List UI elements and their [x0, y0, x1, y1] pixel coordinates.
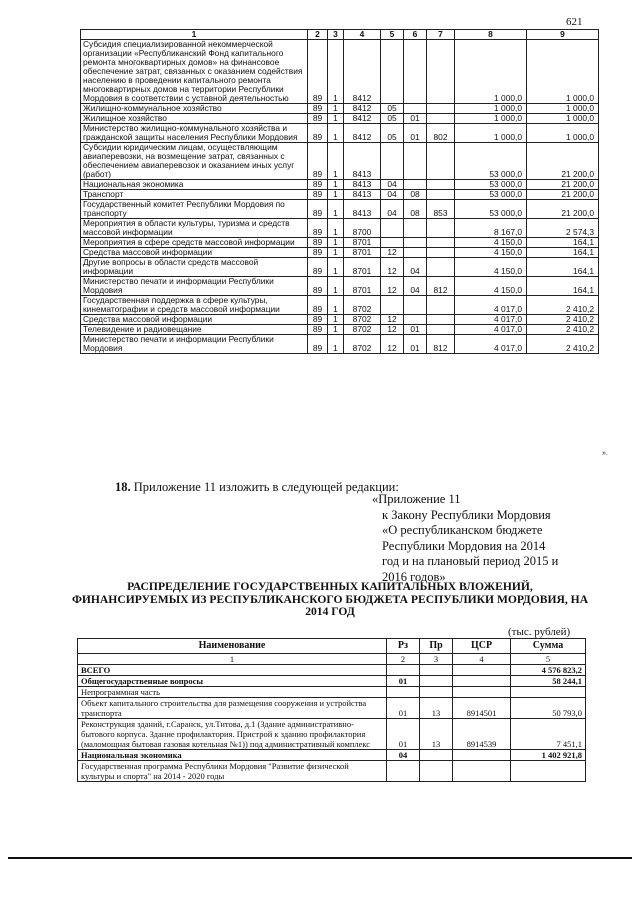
code-cell: 8702: [344, 296, 381, 315]
code-cell: 802: [427, 124, 455, 143]
sum-cell: [511, 761, 586, 782]
code-cell: [404, 104, 427, 114]
table-header-row: [81, 30, 599, 40]
table-row: [81, 219, 599, 238]
row-name: Средства массовой информации: [81, 315, 308, 325]
amount-cell: 21 200,0: [527, 190, 599, 200]
units-label: (тыс. рублей): [508, 626, 571, 638]
table-capital-investments: [77, 638, 586, 782]
code-cell: 8702: [344, 335, 381, 354]
amount-cell: 4 017,0: [455, 296, 527, 315]
code-cell: 89: [308, 277, 328, 296]
table-row: [81, 277, 599, 296]
column-number: 5: [381, 30, 404, 40]
code-cell: 01: [404, 335, 427, 354]
amount-cell: 1 000,0: [455, 40, 527, 104]
csr-cell: [453, 676, 511, 687]
row-name: Министерство печати и информации Республики Мордовия: [81, 277, 308, 296]
rz-cell: [387, 665, 420, 676]
amount-cell: 53 000,0: [455, 143, 527, 180]
code-cell: 89: [308, 143, 328, 180]
sum-cell: 4 576 823,2: [511, 665, 586, 676]
amount-cell: 4 150,0: [455, 277, 527, 296]
amount-cell: 164,1: [527, 248, 599, 258]
appendix-line: 2016 годов»: [382, 569, 446, 584]
code-cell: 1: [328, 200, 344, 219]
code-cell: 1: [328, 114, 344, 124]
table-row: [78, 676, 586, 687]
code-cell: 1: [328, 124, 344, 143]
row-name: Национальная экономика: [78, 750, 387, 761]
code-cell: 812: [427, 335, 455, 354]
amount-cell: 1 000,0: [527, 114, 599, 124]
column-number: 5: [511, 654, 586, 665]
table-row: [81, 104, 599, 114]
code-cell: 89: [308, 190, 328, 200]
code-cell: [381, 143, 404, 180]
column-header: Сумма: [511, 639, 586, 654]
table-row: [81, 238, 599, 248]
table-row: [81, 190, 599, 200]
csr-cell: 8914539: [453, 719, 511, 750]
sum-cell: 1 402 921,8: [511, 750, 586, 761]
rz-cell: [387, 687, 420, 698]
code-cell: [381, 219, 404, 238]
pr-cell: [420, 676, 453, 687]
code-cell: 1: [328, 143, 344, 180]
code-cell: 89: [308, 104, 328, 114]
code-cell: [381, 238, 404, 248]
code-cell: 8701: [344, 248, 381, 258]
table-row: [81, 248, 599, 258]
code-cell: 05: [381, 114, 404, 124]
amount-cell: 4 150,0: [455, 258, 527, 277]
sum-cell: 58 244,1: [511, 676, 586, 687]
code-cell: [404, 143, 427, 180]
row-name: Национальная экономика: [81, 180, 308, 190]
code-cell: 1: [328, 238, 344, 248]
code-cell: [404, 315, 427, 325]
code-cell: 1: [328, 296, 344, 315]
code-cell: 89: [308, 114, 328, 124]
amount-cell: 4 017,0: [455, 335, 527, 354]
table-row: [81, 180, 599, 190]
code-cell: 89: [308, 315, 328, 325]
column-number: 3: [328, 30, 344, 40]
appendix-line: «О республиканском бюджете: [382, 523, 543, 537]
code-cell: 1: [328, 248, 344, 258]
code-cell: [427, 143, 455, 180]
code-cell: [404, 40, 427, 104]
code-cell: 04: [404, 258, 427, 277]
row-name: Государственная программа Республики Мордовия "Развитие физической культуры и спорта" на 2014 - 2020 годы: [78, 761, 387, 782]
column-number-row: [78, 654, 586, 665]
code-cell: 89: [308, 325, 328, 335]
code-cell: 8413: [344, 143, 381, 180]
amount-cell: 4 017,0: [455, 325, 527, 335]
table-row: [81, 258, 599, 277]
column-header: Рз: [387, 639, 420, 654]
code-cell: 89: [308, 124, 328, 143]
closing-quote-mark: ».: [602, 450, 608, 457]
code-cell: 8412: [344, 104, 381, 114]
row-name: Субсидии юридическим лицам, осуществляющим авиаперевозки, на возмещение затрат, связанных с обеспечением авиаперевозок и оказанием иных услуг (работ): [81, 143, 308, 180]
page-bottom-rule: [8, 857, 632, 859]
table-row: [81, 296, 599, 315]
code-cell: 8412: [344, 124, 381, 143]
amount-cell: 1 000,0: [455, 114, 527, 124]
column-number: 8: [455, 30, 527, 40]
document-title: РАСПРЕДЕЛЕНИЕ ГОСУДАРСТВЕННЫХ КАПИТАЛЬНЫХ ВЛОЖЕНИЙ, ФИНАНСИРУЕМЫХ ИЗ РЕСПУБЛИКАНСКОГО БЮДЖЕТА РЕСПУБЛИКИ МОРДОВИЯ, НА 2014 ГОД: [71, 580, 589, 618]
section-text: Приложение 11 изложить в следующей редакции:: [133, 480, 399, 494]
code-cell: 1: [328, 104, 344, 114]
csr-cell: [453, 761, 511, 782]
code-cell: 8701: [344, 277, 381, 296]
column-number: 9: [527, 30, 599, 40]
code-cell: [404, 296, 427, 315]
code-cell: [381, 40, 404, 104]
appendix-line: «Приложение 11: [372, 492, 461, 506]
row-name: Реконструкция зданий, г.Саранск, ул.Титова, д.1 (Здание административно-бытового корпуса. Здание профилактория. Пристрой к зданию профилактория (маломощная бытовая газовая котельная №1)) под административный комплекс: [78, 719, 387, 750]
amount-cell: 2 574,3: [527, 219, 599, 238]
table-row: [78, 750, 586, 761]
code-cell: 1: [328, 277, 344, 296]
code-cell: 1: [328, 180, 344, 190]
amount-cell: 4 150,0: [455, 248, 527, 258]
amount-cell: 2 410,2: [527, 315, 599, 325]
rz-cell: 01: [387, 676, 420, 687]
code-cell: 1: [328, 325, 344, 335]
code-cell: [427, 104, 455, 114]
csr-cell: [453, 665, 511, 676]
code-cell: 89: [308, 248, 328, 258]
code-cell: 89: [308, 335, 328, 354]
amount-cell: 21 200,0: [527, 180, 599, 190]
table-row: [78, 761, 586, 782]
row-name: Мероприятия в области культуры, туризма и средств массовой информации: [81, 219, 308, 238]
code-cell: 12: [381, 315, 404, 325]
code-cell: 12: [381, 325, 404, 335]
code-cell: 1: [328, 315, 344, 325]
code-cell: 1: [328, 190, 344, 200]
amount-cell: 53 000,0: [455, 190, 527, 200]
row-name: Министерство печати и информации Республики Мордовия: [81, 335, 308, 354]
amount-cell: 21 200,0: [527, 143, 599, 180]
code-cell: 12: [381, 248, 404, 258]
code-cell: 04: [381, 180, 404, 190]
code-cell: 1: [328, 258, 344, 277]
code-cell: [427, 180, 455, 190]
pr-cell: [420, 665, 453, 676]
code-cell: [427, 190, 455, 200]
code-cell: 1: [328, 219, 344, 238]
code-cell: 853: [427, 200, 455, 219]
csr-cell: 8914501: [453, 698, 511, 719]
code-cell: [427, 238, 455, 248]
section-18: [115, 480, 399, 495]
rz-cell: 04: [387, 750, 420, 761]
code-cell: 1: [328, 40, 344, 104]
amount-cell: 4 017,0: [455, 315, 527, 325]
code-cell: 08: [404, 200, 427, 219]
table-row: [81, 124, 599, 143]
column-header: ЦСР: [453, 639, 511, 654]
table-row: [81, 114, 599, 124]
code-cell: 8700: [344, 219, 381, 238]
code-cell: 12: [381, 277, 404, 296]
appendix-line: год и на плановый период 2015 и: [382, 554, 559, 568]
row-name: Объект капитального строительства для размещения сооружения и устройства транспорта: [78, 698, 387, 719]
section-number: 18.: [115, 480, 131, 494]
pr-cell: [420, 750, 453, 761]
code-cell: 89: [308, 180, 328, 190]
csr-cell: [453, 687, 511, 698]
code-cell: 05: [381, 124, 404, 143]
code-cell: 1: [328, 335, 344, 354]
code-cell: 01: [404, 124, 427, 143]
code-cell: 8413: [344, 180, 381, 190]
amount-cell: 21 200,0: [527, 200, 599, 219]
row-name: ВСЕГО: [78, 665, 387, 676]
code-cell: [427, 258, 455, 277]
code-cell: 04: [404, 277, 427, 296]
amount-cell: 53 000,0: [455, 200, 527, 219]
table-row: [81, 40, 599, 104]
amount-cell: 2 410,2: [527, 296, 599, 315]
code-cell: [427, 114, 455, 124]
code-cell: 04: [381, 190, 404, 200]
appendix-line: к Закону Республики Мордовия: [382, 507, 551, 522]
table-row: [81, 143, 599, 180]
code-cell: 89: [308, 219, 328, 238]
code-cell: 89: [308, 200, 328, 219]
column-number: 4: [453, 654, 511, 665]
amount-cell: 53 000,0: [455, 180, 527, 190]
amount-cell: 1 000,0: [527, 124, 599, 143]
page-number: 621: [566, 16, 583, 28]
sum-cell: 50 793,0: [511, 698, 586, 719]
appendix-line: Республики Мордовия на 2014: [382, 538, 546, 553]
column-number: 1: [81, 30, 308, 40]
code-cell: 89: [308, 258, 328, 277]
code-cell: 8412: [344, 40, 381, 104]
rz-cell: 01: [387, 698, 420, 719]
sum-cell: [511, 687, 586, 698]
code-cell: [404, 219, 427, 238]
code-cell: 812: [427, 277, 455, 296]
row-name: Жилищно-коммунальное хозяйство: [81, 104, 308, 114]
column-header: Наименование: [78, 639, 387, 654]
code-cell: 12: [381, 258, 404, 277]
code-cell: 89: [308, 40, 328, 104]
code-cell: [427, 248, 455, 258]
amount-cell: 2 410,2: [527, 335, 599, 354]
sum-cell: 7 451,1: [511, 719, 586, 750]
table-row: [78, 665, 586, 676]
amount-cell: 1 000,0: [455, 124, 527, 143]
code-cell: [381, 296, 404, 315]
amount-cell: 1 000,0: [455, 104, 527, 114]
column-number: 2: [387, 654, 420, 665]
code-cell: 8701: [344, 258, 381, 277]
pr-cell: 13: [420, 698, 453, 719]
code-cell: 8413: [344, 190, 381, 200]
code-cell: 01: [404, 325, 427, 335]
pr-cell: [420, 687, 453, 698]
column-number: 4: [344, 30, 381, 40]
column-number: 3: [420, 654, 453, 665]
code-cell: 8413: [344, 200, 381, 219]
code-cell: 8412: [344, 114, 381, 124]
code-cell: 8701: [344, 238, 381, 248]
code-cell: [427, 315, 455, 325]
table-row: [78, 719, 586, 750]
row-name: Субсидия специализированной некоммерческой организации «Республиканский Фонд капитального ремонта многоквартирных домов» на финансовое обеспечение затрат, связанных с оказанием содействия населению в проведении капитального ремонта многоквартирных домов на территории Республики Мордовия в соответствии с уставной деятельностью: [81, 40, 308, 104]
amount-cell: 8 167,0: [455, 219, 527, 238]
rz-cell: [387, 761, 420, 782]
column-header: Пр: [420, 639, 453, 654]
code-cell: 8702: [344, 315, 381, 325]
amount-cell: 164,1: [527, 238, 599, 248]
row-name: Другие вопросы в области средств массовой информации: [81, 258, 308, 277]
code-cell: 04: [381, 200, 404, 219]
column-number: 2: [308, 30, 328, 40]
table-row: [81, 200, 599, 219]
table-expenditures: [80, 29, 599, 354]
row-name: Средства массовой информации: [81, 248, 308, 258]
table-row: [78, 687, 586, 698]
code-cell: [427, 40, 455, 104]
column-number: 6: [404, 30, 427, 40]
row-name: Государственный комитет Республики Мордовия по транспорту: [81, 200, 308, 219]
row-name: Транспорт: [81, 190, 308, 200]
amount-cell: 1 000,0: [527, 104, 599, 114]
code-cell: 12: [381, 335, 404, 354]
amount-cell: 164,1: [527, 277, 599, 296]
amount-cell: 1 000,0: [527, 40, 599, 104]
row-name: Государственная поддержка в сфере культуры, кинематографии и средств массовой информации: [81, 296, 308, 315]
table-header-row: [78, 639, 586, 654]
row-name: Непрограммная часть: [78, 687, 387, 698]
code-cell: [427, 219, 455, 238]
code-cell: 89: [308, 296, 328, 315]
code-cell: [404, 180, 427, 190]
code-cell: 89: [308, 238, 328, 248]
code-cell: [404, 248, 427, 258]
code-cell: [427, 325, 455, 335]
code-cell: [404, 238, 427, 248]
column-number: 1: [78, 654, 387, 665]
row-name: Жилищное хозяйство: [81, 114, 308, 124]
rz-cell: 01: [387, 719, 420, 750]
csr-cell: [453, 750, 511, 761]
table-row: [81, 325, 599, 335]
amount-cell: 164,1: [527, 258, 599, 277]
row-name: Телевидение и радиовещание: [81, 325, 308, 335]
row-name: Мероприятия в сфере средств массовой информации: [81, 238, 308, 248]
code-cell: [427, 296, 455, 315]
table-row: [81, 315, 599, 325]
appendix-heading: [370, 492, 620, 585]
amount-cell: 4 150,0: [455, 238, 527, 248]
column-number: 7: [427, 30, 455, 40]
row-name: Министерство жилищно-коммунального хозяйства и гражданской защиты населения Республики Мордовия: [81, 124, 308, 143]
row-name: Общегосударственные вопросы: [78, 676, 387, 687]
code-cell: 01: [404, 114, 427, 124]
table-row: [81, 335, 599, 354]
code-cell: 08: [404, 190, 427, 200]
table-row: [78, 698, 586, 719]
code-cell: 8702: [344, 325, 381, 335]
pr-cell: 13: [420, 719, 453, 750]
amount-cell: 2 410,2: [527, 325, 599, 335]
pr-cell: [420, 761, 453, 782]
code-cell: 05: [381, 104, 404, 114]
